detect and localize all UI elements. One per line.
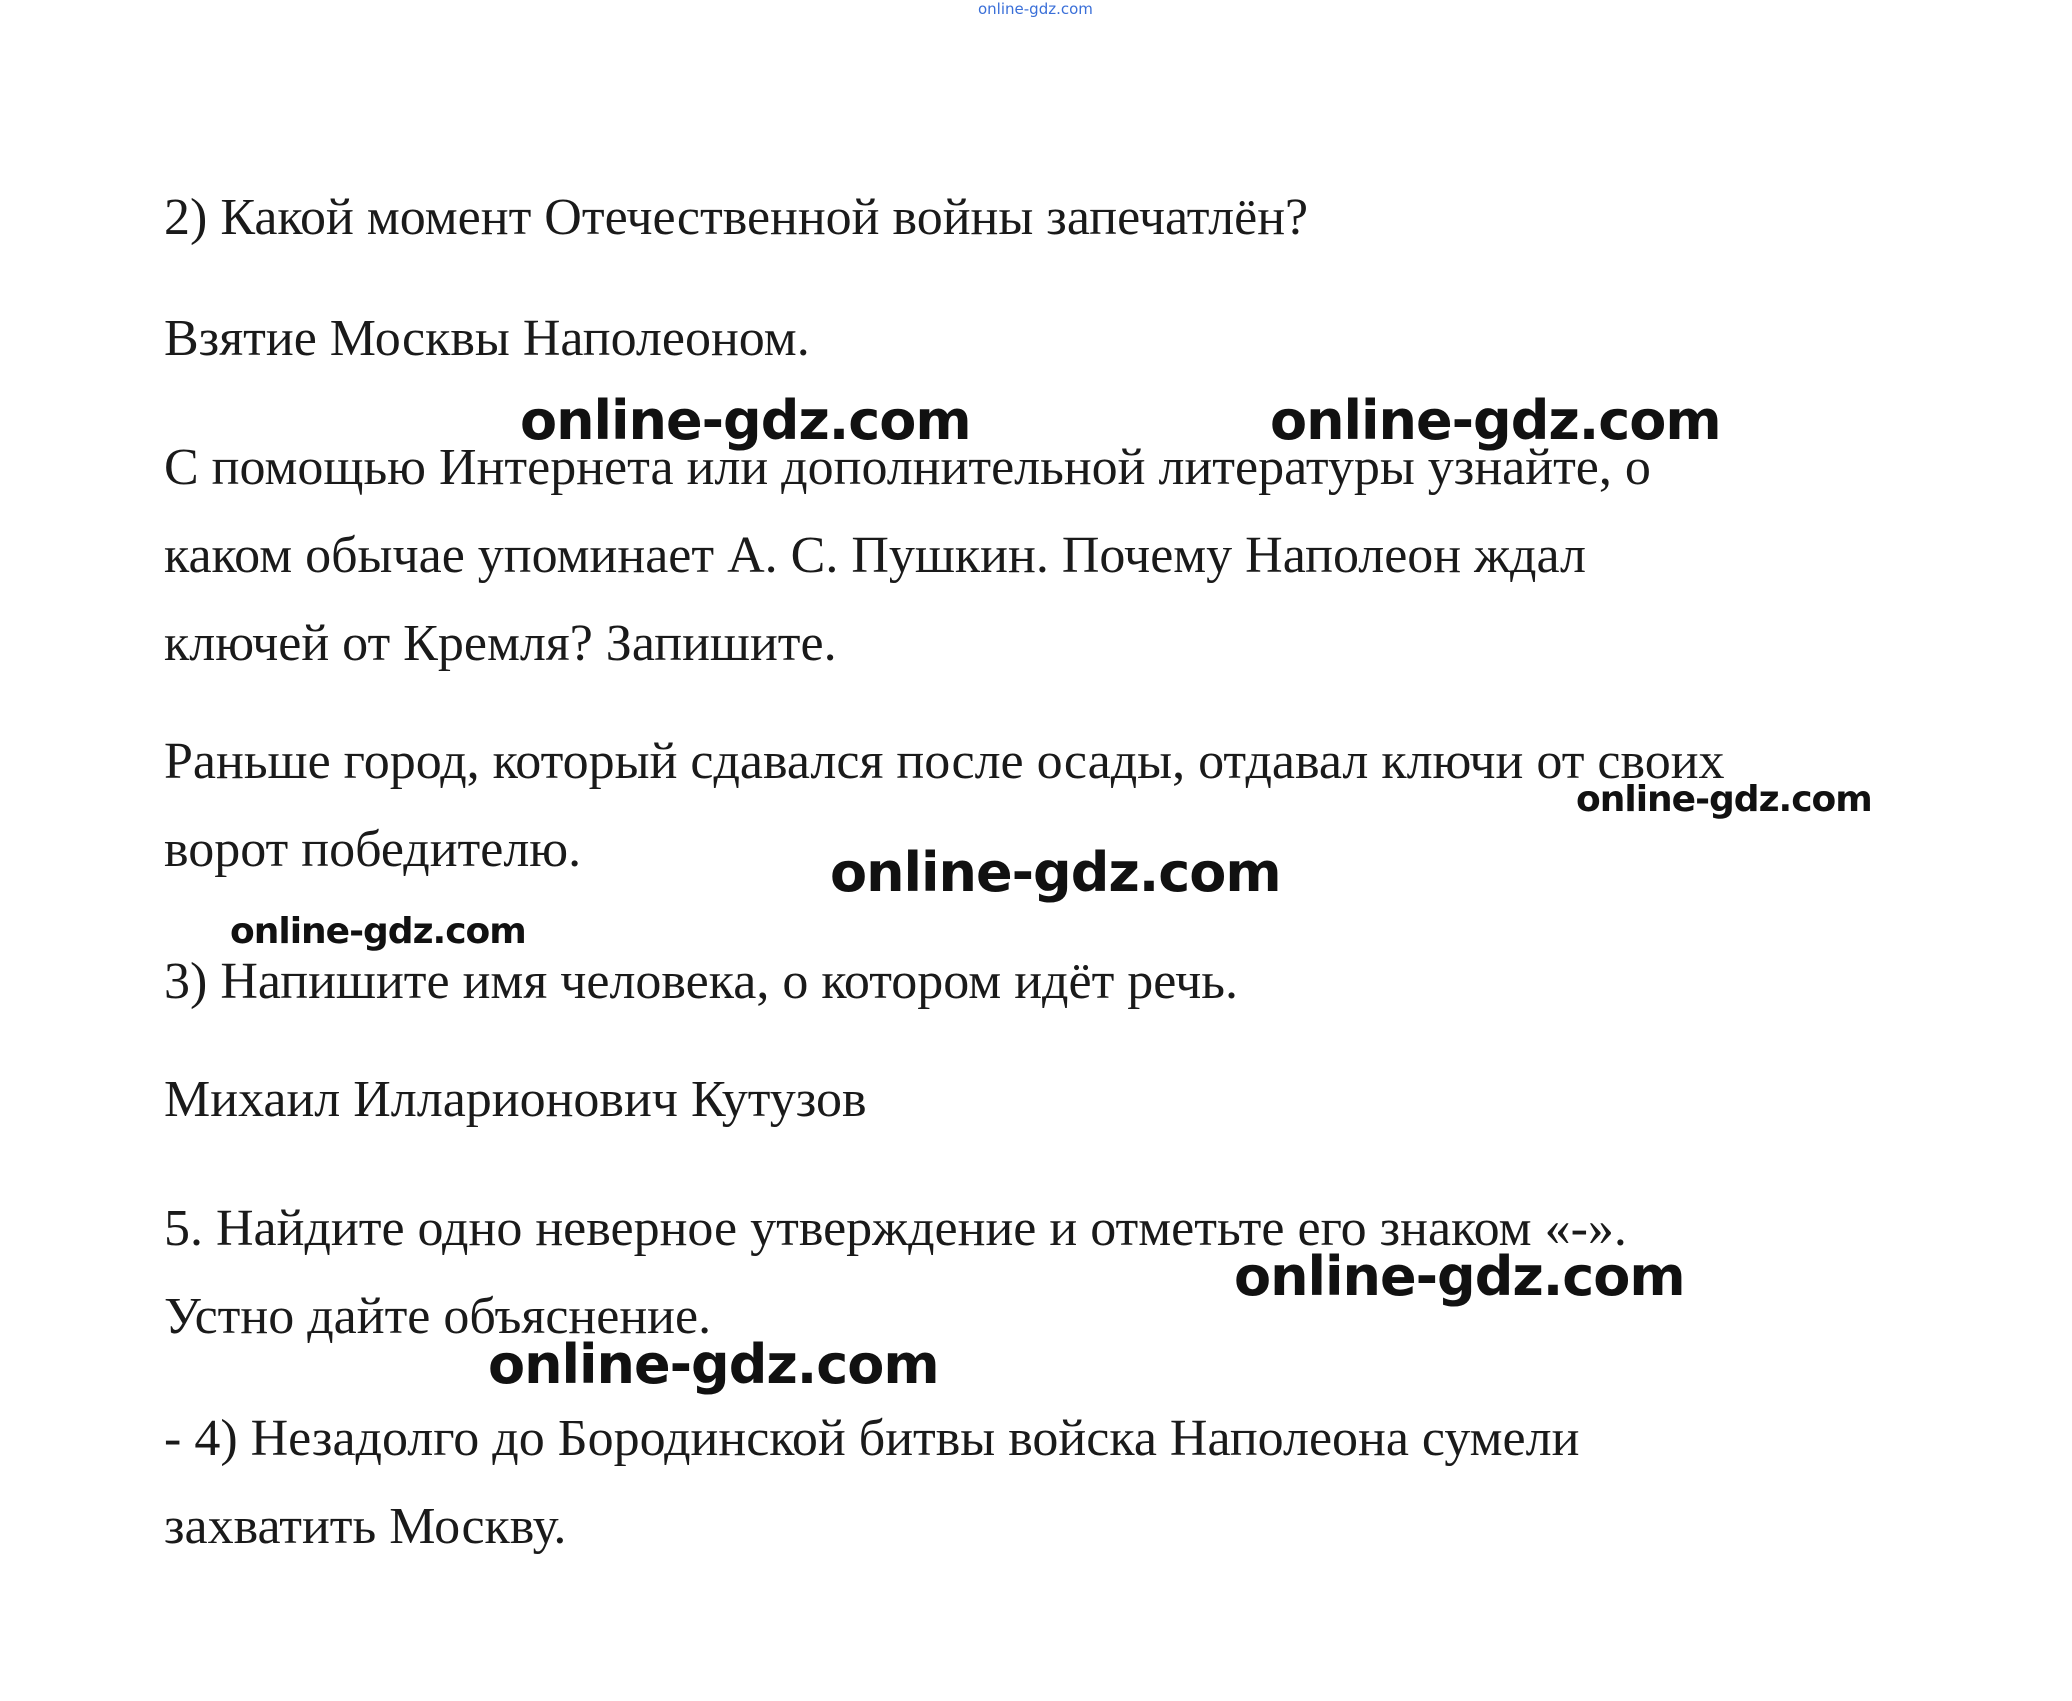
answer-line-2: ворот победителю. xyxy=(164,821,582,878)
watermark: online-gdz.com xyxy=(1270,389,1721,452)
answer-5-line-1: - 4) Незадолго до Бородинской битвы войска Наполеона сумели xyxy=(164,1410,1580,1467)
task-5-line-1: 5. Найдите одно неверное утверждение и отметьте его знаком «-». xyxy=(164,1200,1627,1257)
task-5-line-2: Устно дайте объяснение. xyxy=(164,1288,712,1345)
watermark: online-gdz.com xyxy=(1576,779,1872,820)
watermark: online-gdz.com xyxy=(488,1333,939,1396)
answer-3: Михаил Илларионович Кутузов xyxy=(164,1071,867,1128)
question-2: 2) Какой момент Отечественной войны запечатлён? xyxy=(164,189,1309,246)
watermark: online-gdz.com xyxy=(830,841,1281,904)
watermark: online-gdz.com xyxy=(520,389,971,452)
header-watermark: online-gdz.com xyxy=(978,0,1093,18)
watermark: online-gdz.com xyxy=(230,911,526,952)
task-line-3: ключей от Кремля? Запишите. xyxy=(164,615,837,672)
question-3: 3) Напишите имя человека, о котором идёт речь. xyxy=(164,953,1238,1010)
answer-5-line-2: захватить Москву. xyxy=(164,1498,567,1555)
task-line-1: С помощью Интернета или дополнительной литературы узнайте, о xyxy=(164,439,1651,496)
task-line-2: каком обычае упоминает А. С. Пушкин. Почему Наполеон ждал xyxy=(164,527,1587,584)
answer-2: Взятие Москвы Наполеоном. xyxy=(164,310,810,367)
answer-line-1: Раньше город, который сдавался после осады, отдавал ключи от своих xyxy=(164,733,1725,790)
watermark: online-gdz.com xyxy=(1234,1245,1685,1308)
